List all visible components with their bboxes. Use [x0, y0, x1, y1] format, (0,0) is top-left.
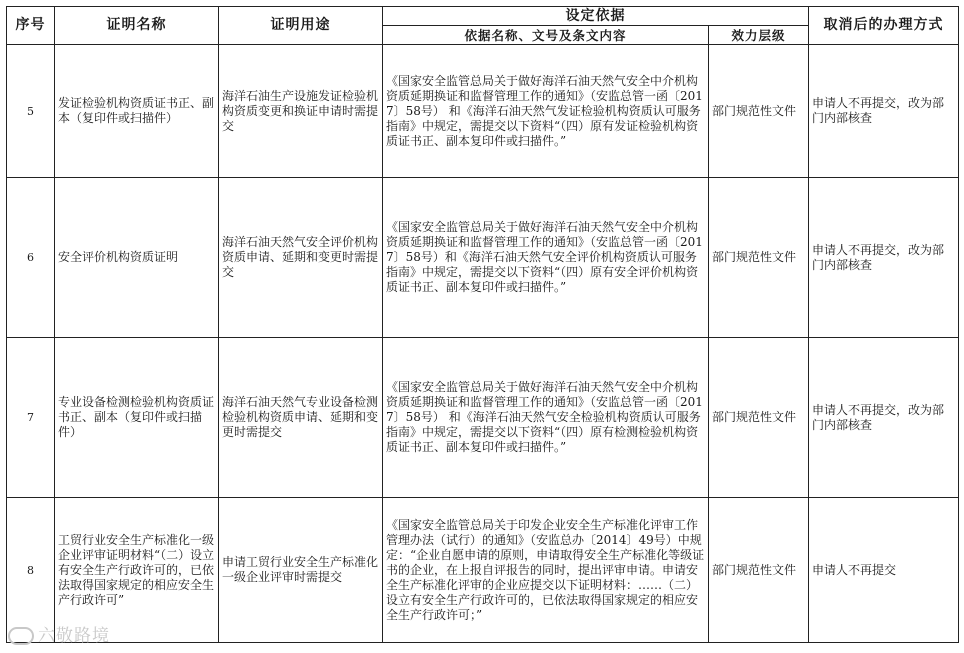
header-no: 序号	[7, 7, 55, 45]
watermark	[8, 621, 110, 646]
header-basis-content: 依据名称、文号及条文内容	[383, 26, 709, 45]
row-no: 5	[7, 45, 55, 178]
watermark-logo-icon	[8, 627, 34, 645]
row-no: 7	[7, 338, 55, 498]
row-after: 申请人不再提交	[809, 498, 959, 643]
table-row	[7, 498, 959, 643]
header-basis: 设定依据	[383, 7, 809, 26]
row-use: 海洋石油天然气专业设备检测检验机构资质申请、延期和变更时需提交	[219, 338, 383, 498]
row-level: 部门规范性文件	[709, 338, 809, 498]
row-use: 海洋石油天然气安全评价机构资质申请、延期和变更时需提交	[219, 178, 383, 338]
row-after: 申请人不再提交，改为部门内部核查	[809, 45, 959, 178]
header-level: 效力层级	[709, 26, 809, 45]
table-row	[7, 338, 959, 498]
row-name: 工贸行业安全生产标准化一级企业评审证明材料“（二）设立有安全生产行政许可的，已依法取得国家规定的相应安全生产行政许可”	[55, 498, 219, 643]
header-name: 证明名称	[55, 7, 219, 45]
certificate-table	[6, 6, 959, 643]
row-no: 8	[7, 498, 55, 643]
row-name: 发证检验机构资质证书正、副本（复印件或扫描件）	[55, 45, 219, 178]
row-name: 专业设备检测检验机构资质证书正、副本（复印件或扫描件）	[55, 338, 219, 498]
row-use: 海洋石油生产设施发证检验机构资质变更和换证申请时需提交	[219, 45, 383, 178]
row-after: 申请人不再提交，改为部门内部核查	[809, 178, 959, 338]
row-level: 部门规范性文件	[709, 45, 809, 178]
row-basis: 《国家安全监管总局关于做好海洋石油天然气安全中介机构资质延期换证和监督管理工作的通知》（安监总管一函〔2017〕58号）和《海洋石油天然气安全评价机构资质认可服务指南》中规定，需提交以下资料“（四）原有安全评价机构资质证书正、副本复印件或扫描件。”	[383, 178, 709, 338]
row-basis: 《国家安全监管总局关于做好海洋石油天然气安全中介机构资质延期换证和监督管理工作的通知》（安监总管一函〔2017〕58号） 和《海洋石油天然气发证检验机构资质认可服务指南》中规定，需提交以下资料“（四）原有发证检验机构资质证书正、副本复印件或扫描件。”	[383, 45, 709, 178]
row-after: 申请人不再提交，改为部门内部核查	[809, 338, 959, 498]
row-no: 6	[7, 178, 55, 338]
header-use: 证明用途	[219, 7, 383, 45]
row-level: 部门规范性文件	[709, 498, 809, 643]
header-after: 取消后的办理方式	[809, 7, 959, 45]
table-row	[7, 178, 959, 338]
row-name: 安全评价机构资质证明	[55, 178, 219, 338]
row-basis: 《国家安全监管总局关于印发企业安全生产标准化评审工作管理办法（试行）的通知》（安监总办〔2014〕49号）中规定：“企业自愿申请的原则，申请取得安全生产标准化等级证书的企业，在上报自评报告的同时，提出评审申请。申请安全生产标准化评审的企业应提交以下证明材料：……（二）设立有安全生产行政许可的，已依法取得国家规定的相应安全生产行政许可；”	[383, 498, 709, 643]
watermark-text: 六敬路境	[38, 626, 110, 646]
row-basis: 《国家安全监管总局关于做好海洋石油天然气安全中介机构资质延期换证和监督管理工作的通知》（安监总管一函〔2017〕58号） 和《海洋石油天然气安全检验机构资质认可服务指南》中规定，需提交以下资料“（四）原有检测检验机构资质证书正、副本复印件或扫描件。”	[383, 338, 709, 498]
row-use: 申请工贸行业安全生产标准化一级企业评审时需提交	[219, 498, 383, 643]
row-level: 部门规范性文件	[709, 178, 809, 338]
table-row	[7, 45, 959, 178]
